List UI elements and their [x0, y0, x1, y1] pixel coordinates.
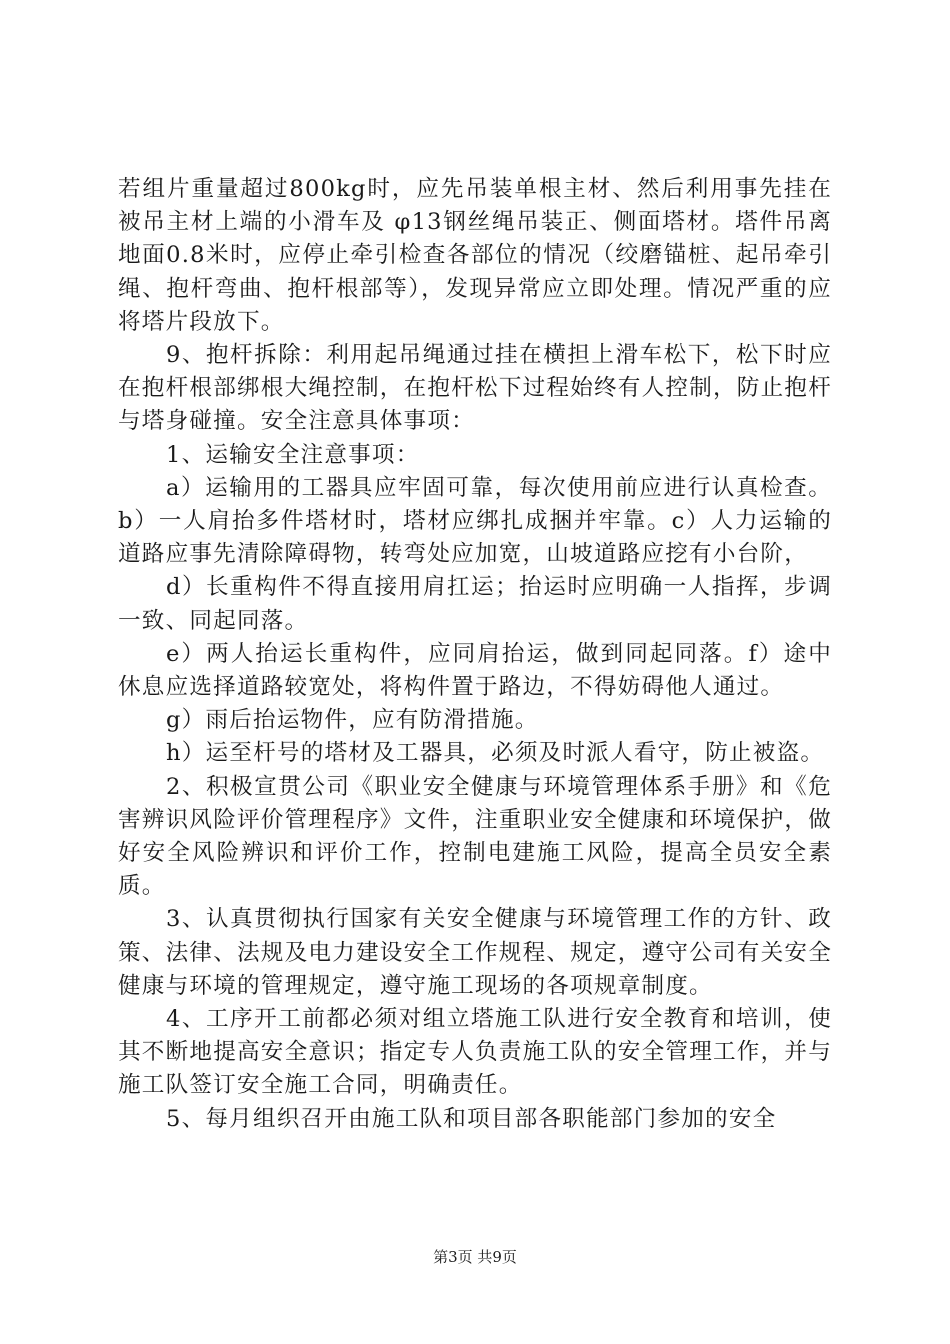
paragraph-2: 9、抱杆拆除：利用起吊绳通过挂在横担上滑车松下，松下时应在抱杆根部绑根大绳控制，在抱杆松下过程始终有人控制，防止抱杆与塔身碰撞。安全注意具体事项： — [118, 342, 832, 435]
paragraph-7: g）雨后抬运物件，应有防滑措施。 — [166, 707, 539, 734]
paragraph-12: 5、每月组织召开由施工队和项目部各职能部门参加的安全 — [166, 1105, 777, 1132]
paragraph-5: d）长重构件不得直接用肩扛运；抬运时应明确一人指挥，步调一致、同起同落。 — [118, 574, 832, 634]
paragraph-1: 若组片重量超过800kg时，应先吊装单根主材、然后利用事先挂在被吊主材上端的小滑车及 φ13钢丝绳吊装正、侧面塔材。塔件吊离地面0.8米时，应停止牵引检查各部位的情况（绞磨锚桩、起吊牵引绳、抱杆弯曲、抱杆根部等），发现异常应立即处理。情况严重的应将塔片段放下。 — [118, 176, 832, 335]
paragraph-10: 3、认真贯彻执行国家有关安全健康与环境管理工作的方针、政策、法律、法规及电力建设安全工作规程、规定，遵守公司有关安全健康与环境的管理规定，遵守施工现场的各项规章制度。 — [118, 906, 832, 999]
paragraph-4: a）运输用的工器具应牢固可靠，每次使用前应进行认真检查。b）一人肩抬多件塔材时，塔材应绑扎成捆并牢靠。c）人力运输的道路应事先清除障碍物，转弯处应加宽，山坡道路应挖有小台阶， — [118, 474, 832, 568]
page-footer — [0, 1247, 950, 1267]
paragraph-11: 4、工序开工前都必须对组立塔施工队进行安全教育和培训，使其不断地提高安全意识；指定专人负责施工队的安全管理工作，并与施工队签订安全施工合同，明确责任。 — [118, 1006, 832, 1099]
page-number-label: 第3页 共9页 — [433, 1248, 517, 1266]
paragraph-9: 2、积极宣贯公司《职业安全健康与环境管理体系手册》和《危害辨识风险评价管理程序》文件，注重职业安全健康和环境保护，做好安全风险辨识和评价工作，控制电建施工风险，提高全员安全素质。 — [118, 773, 832, 900]
document-body — [118, 173, 832, 1136]
paragraph-6: e）两人抬运长重构件，应同肩抬运，做到同起同落。f）途中休息应选择道路较宽处，将构件置于路边，不得妨碍他人通过。 — [118, 640, 832, 701]
paragraph-8: h）运至杆号的塔材及工器具，必须及时派人看守，防止被盗。 — [166, 740, 825, 767]
paragraph-3: 1、运输安全注意事项： — [166, 441, 420, 468]
